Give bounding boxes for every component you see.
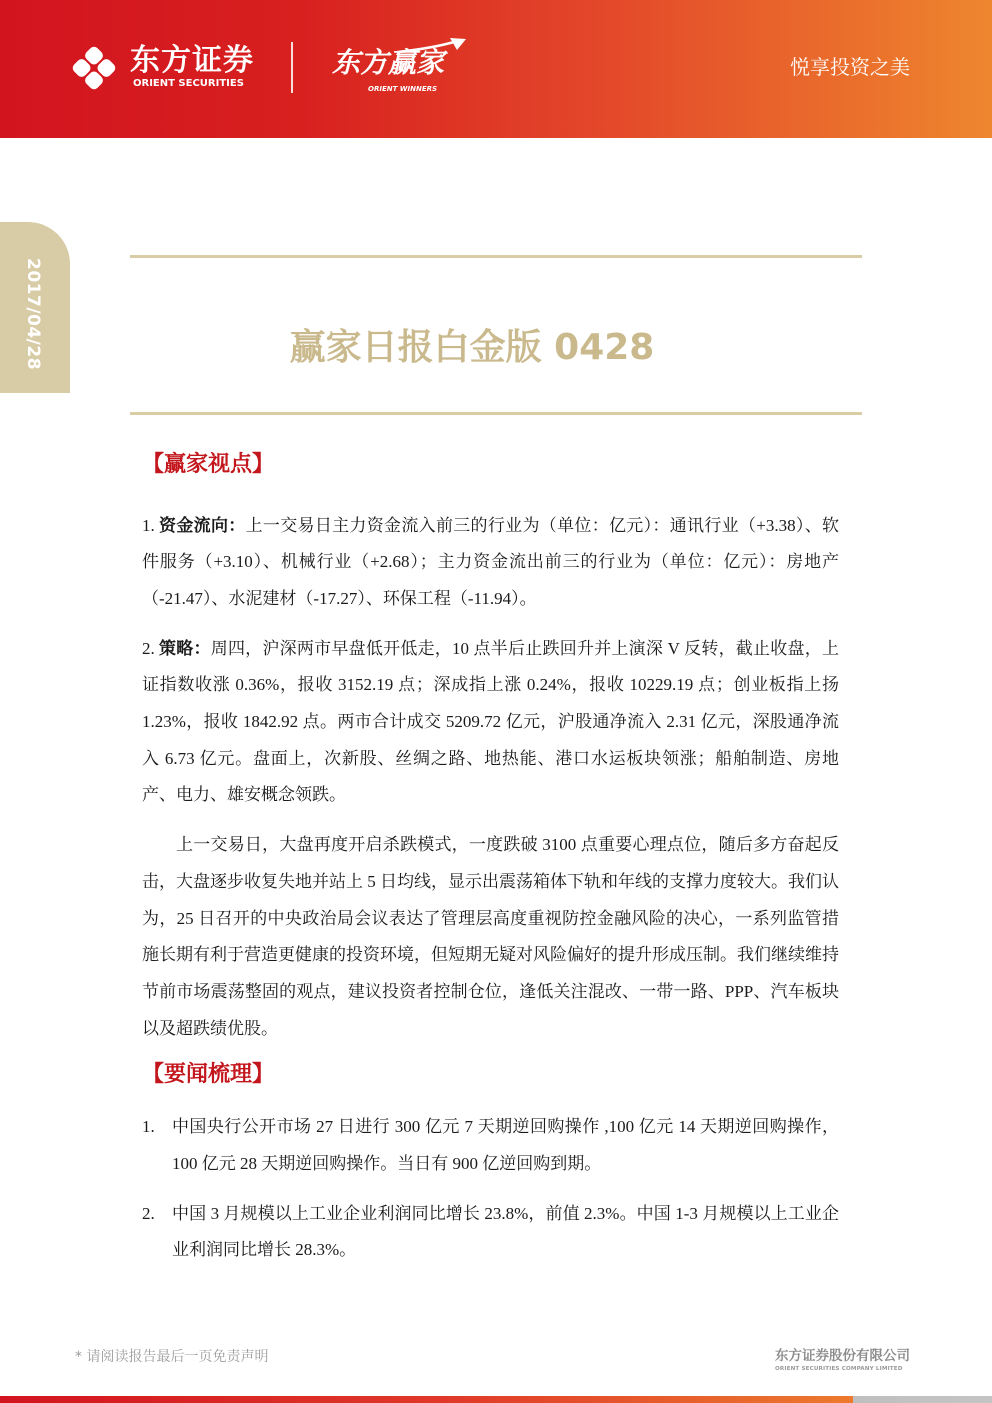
side-date-tab [0,222,70,393]
footer-disclaimer: * 请阅读报告最后一页免责声明 [75,1349,269,1365]
viewpoint-commentary: 上一交易日，大盘再度开启杀跌模式，一度跌破 3100 点重要心理点位，随后多方奋起反击，大盘逐步收复失地并站上 5 日均线，显示出震荡箱体下轨和年线的支撑力度较大。我们认为，25 日召开的中央政治局会议表达了管理层高度重视防控金融风险的决心，一系列监管措施长期有利于营造更健康的投资环境，但短期无疑对风险偏好的提升形成压制。我们继续维持节前市场震荡整固的观点，建议投资者控制仓位，逢低关注混改、一带一路、PPP、汽车板块以及超跌绩优股。 [142,835,839,1038]
item-text: 上一交易日主力资金流入前三的行业为（单位：亿元）：通讯行业（+3.38）、软件服务（+3.10）、机械行业（+2.68）；主力资金流出前三的行业为（单位：亿元）：房地产（-21.47）、水泥建材（-17.27）、环保工程（-11.94）。 [142,515,840,608]
company-name-cn: 东方证券股份有限公司 [775,1348,910,1364]
report-title: 赢家日报白金版 0428 [289,327,655,368]
footer-company-logo [775,1349,911,1373]
header-banner [0,0,992,138]
orient-securities-logo-icon [70,44,118,92]
item-text: 周四，沪深两市早盘低开低走，10 点半后止跌回升并上演深 V 反转，截止收盘，上证指数收涨 0.36%，报收 3152.19 点；深成指上涨 0.24%，报收 10229.19 点；创业板指上扬 1.23%，报收 1842.92 点。两市合计成交 5209.72 亿元，沪股通净流入 2.31 亿元，深股通净流入 6.73 亿元。盘面上，次新股、丝绸之路、地热能、港口水运板块领涨；船舶制造、房地产、电力、雄安概念领跌。 [142,638,839,805]
item-number: 1. [142,515,155,535]
title-rule-bottom [130,412,862,415]
company-name-en: ORIENT SECURITIES COMPANY LIMITED [775,1366,903,1372]
header-divider [291,42,293,93]
news-text: 中国 3 月规模以上工业企业利润同比增长 23.8%，前值 2.3%。中国 1-3 月规模以上工业企业利润同比增长 28.3%。 [172,1203,839,1260]
news-number: 2. [142,1203,155,1223]
item-number: 2. [142,638,155,658]
brand-name-en: ORIENT SECURITIES [133,78,244,89]
report-date: 2017/04/28 [23,258,43,371]
report-body [142,450,839,1282]
bottom-color-strip [0,1396,992,1403]
brand-name-cn: 东方证券 [130,43,254,78]
viewpoint-item-capital-flow [142,508,839,618]
sub-brand-name-en: ORIENT WINNERS [368,85,438,93]
sub-brand-name-cn: 东方赢家 [332,46,445,79]
section-heading-viewpoint: 【赢家视点】 [142,452,275,477]
section-heading-news: 【要闻梳理】 [142,1062,275,1088]
title-rule-top [130,255,862,258]
news-number: 1. [142,1117,155,1137]
sub-brand-logo [328,38,468,96]
header-slogan: 悦享投资之美 [790,55,910,79]
item-label: 资金流向： [158,515,246,535]
item-label: 策略： [158,638,211,658]
viewpoint-item-strategy [142,631,839,815]
news-item [142,1196,839,1269]
news-text: 中国央行公开市场 27 日进行 300 亿元 7 天期逆回购操作 ,100 亿元 14 天期逆回购操作，100 亿元 28 天期逆回购操作。当日有 900 亿逆回购到期。 [172,1117,839,1173]
news-item [142,1109,839,1182]
